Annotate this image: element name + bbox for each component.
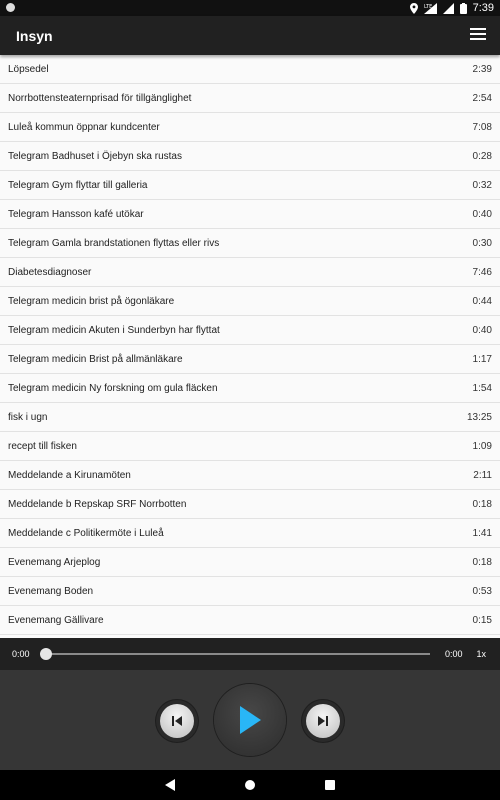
track-duration: 2:11 [473,470,492,481]
track-title: Evenemang Gällivare [8,615,104,626]
track-duration: 2:54 [472,93,492,104]
track-row[interactable] [0,142,500,171]
track-row[interactable] [0,374,500,403]
cell-signal-icon [443,3,454,14]
play-icon [238,705,262,735]
track-title: Telegram medicin Ny forskning om gula fläcken [8,383,218,394]
track-title: Telegram Badhuset i Öjebyn ska rustas [8,151,182,162]
next-button[interactable] [302,700,344,742]
track-row[interactable] [0,345,500,374]
track-title: Luleå kommun öppnar kundcenter [8,122,160,133]
track-duration: 0:53 [472,586,492,597]
track-row[interactable] [0,490,500,519]
notification-icon [6,3,15,12]
status-icons [410,1,494,15]
hamburger-menu-icon[interactable] [470,28,486,42]
track-row[interactable] [0,519,500,548]
back-icon[interactable] [164,778,176,792]
track-title: Evenemang Arjeplog [8,557,101,568]
track-duration: 1:09 [472,441,492,452]
track-row[interactable] [0,606,500,635]
track-duration: 0:44 [472,296,492,307]
status-time: 7:39 [472,2,494,14]
track-title: fisk i ugn [8,412,48,423]
track-duration: 0:28 [472,151,492,162]
track-row[interactable] [0,432,500,461]
track-row[interactable] [0,113,500,142]
track-title: Norrbottensteaternprisad för tillgänglighet [8,93,192,104]
track-title: Telegram medicin Brist på allmänläkare [8,354,183,365]
track-title: Telegram medicin brist på ögonläkare [8,296,175,307]
player-controls [0,670,500,770]
play-button[interactable] [214,684,286,756]
track-row[interactable] [0,84,500,113]
track-row[interactable] [0,287,500,316]
track-duration: 0:40 [472,325,492,336]
track-title: Meddelande c Politikermöte i Luleå [8,528,164,539]
track-row[interactable] [0,200,500,229]
track-duration: 0:40 [472,209,492,220]
playback-speed-button[interactable]: 1x [476,649,486,659]
skip-previous-icon [171,715,183,727]
track-title: Löpsedel [8,64,49,75]
track-duration: 13:25 [466,412,492,423]
app-title: Insyn [16,28,53,44]
current-time: 0:00 [12,649,30,659]
track-duration: 0:18 [472,499,492,510]
track-duration: 1:54 [472,383,492,394]
skip-next-icon [317,715,329,727]
track-duration: 1:17 [472,354,492,365]
track-row[interactable] [0,548,500,577]
track-duration: 0:30 [472,238,492,249]
track-title: Diabetesdiagnoser [8,267,92,278]
track-list [0,55,500,638]
track-duration: 2:39 [472,64,492,75]
previous-button[interactable] [156,700,198,742]
track-row[interactable] [0,316,500,345]
track-duration: 0:15 [472,615,492,626]
track-row[interactable] [0,258,500,287]
total-time: 0:00 [445,649,463,659]
track-title: Telegram Gamla brandstationen flyttas eller rivs [8,238,220,249]
track-row[interactable] [0,403,500,432]
track-duration: 0:18 [472,557,492,568]
track-row[interactable] [0,171,500,200]
track-row[interactable] [0,577,500,606]
track-title: recept till fisken [8,441,77,452]
track-duration: 0:32 [472,180,492,191]
track-title: Telegram Hansson kafé utökar [8,209,144,220]
navigation-bar [0,770,500,800]
app-bar [0,16,500,55]
track-title: Telegram Gym flyttar till galleria [8,180,148,191]
track-title: Meddelande b Repskap SRF Norrbotten [8,499,187,510]
track-title: Evenemang Boden [8,586,94,597]
status-bar [0,0,500,16]
recents-icon[interactable] [325,780,335,790]
battery-icon [460,3,467,14]
track-duration: 7:46 [472,267,492,278]
track-row[interactable] [0,229,500,258]
track-row[interactable] [0,461,500,490]
track-row[interactable] [0,55,500,84]
track-duration: 7:08 [472,122,492,133]
progress-bar [0,638,500,670]
home-icon[interactable] [245,780,255,790]
seek-thumb[interactable] [40,648,52,660]
seek-track[interactable] [46,653,430,655]
track-duration: 1:41 [472,528,492,539]
lte-signal-icon [424,3,437,14]
track-title: Telegram medicin Akuten i Sunderbyn har flyttat [8,325,220,336]
track-title: Meddelande a Kirunamöten [8,470,131,481]
location-icon [410,3,418,14]
svg-text:LTE: LTE [423,3,432,10]
